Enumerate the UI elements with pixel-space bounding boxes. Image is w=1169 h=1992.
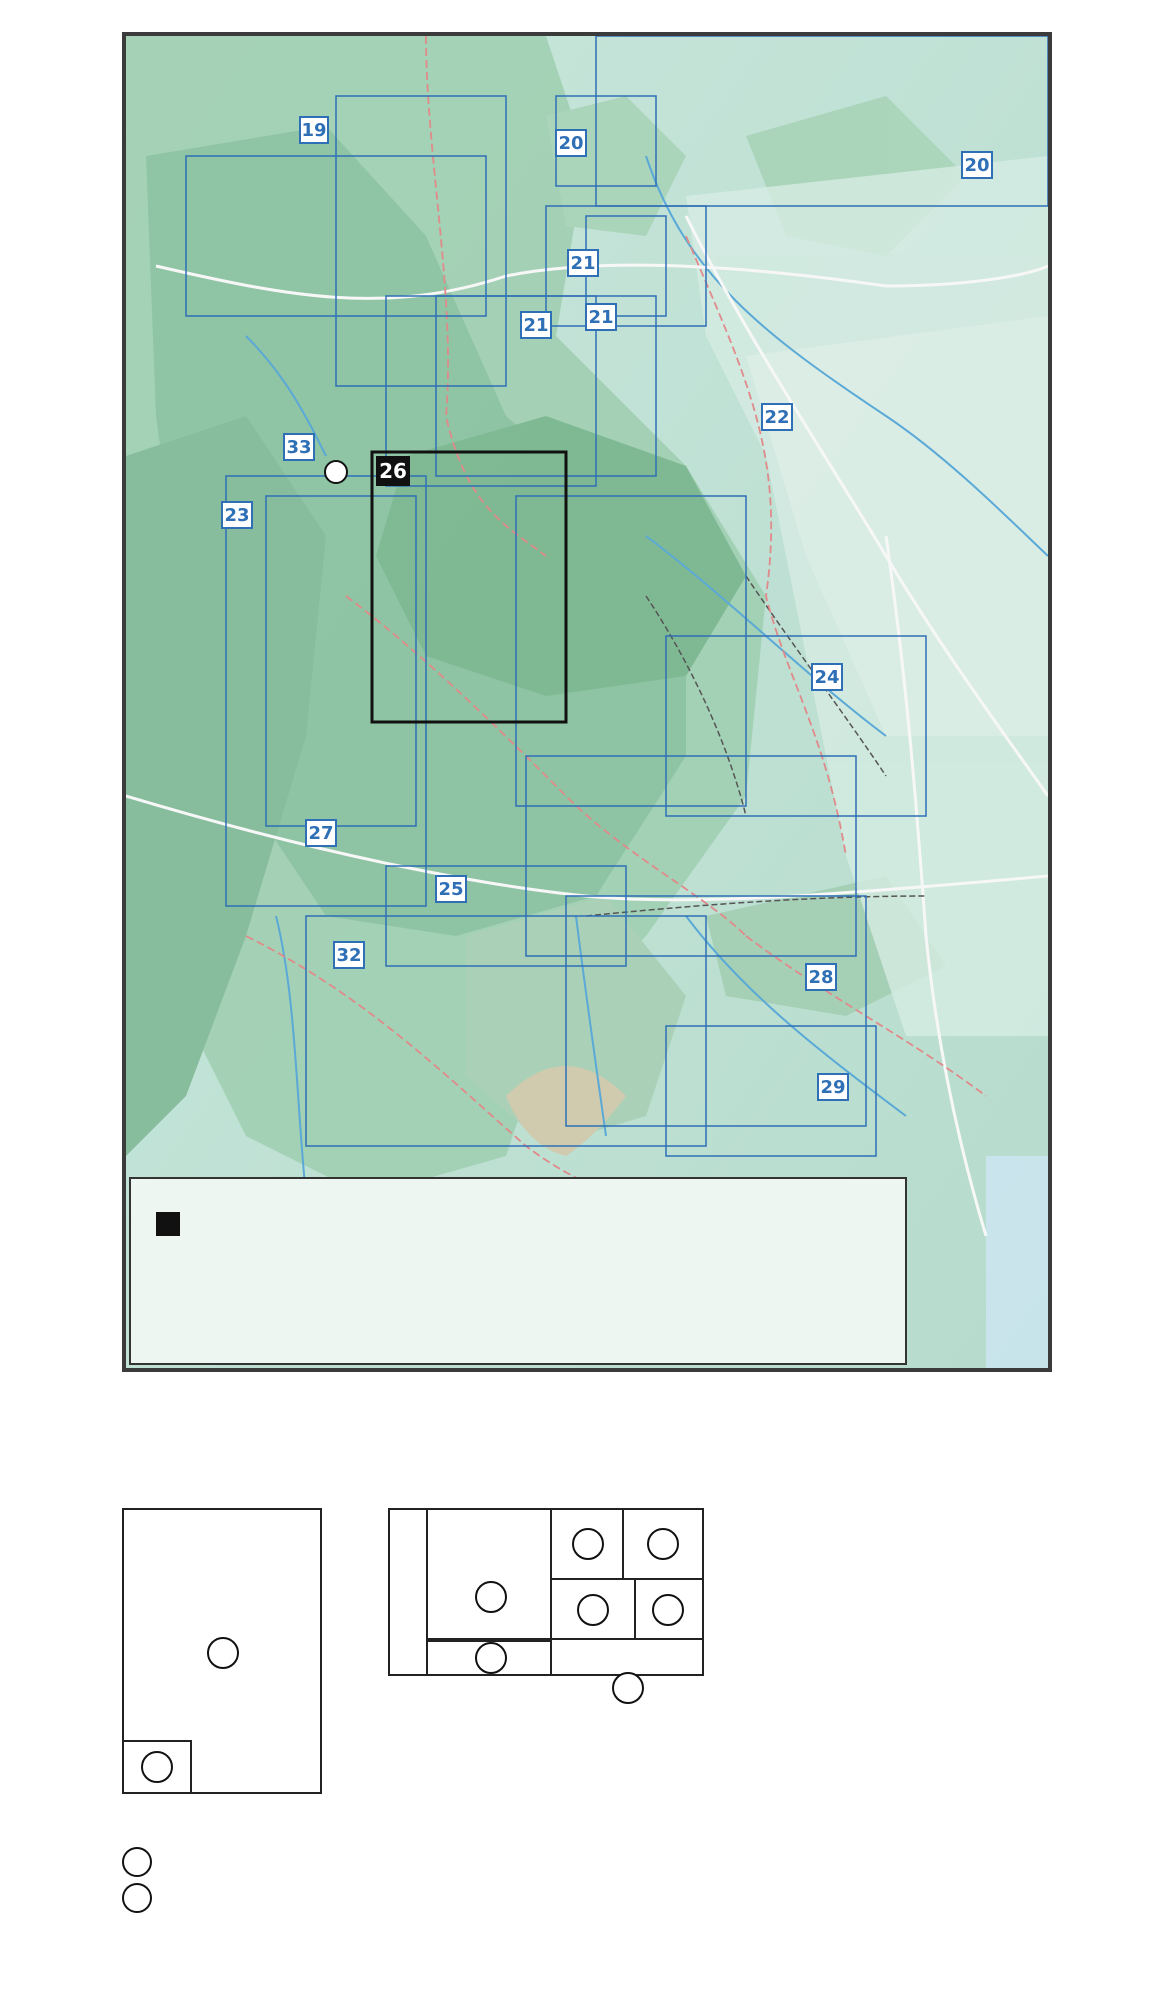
badge-26 bbox=[376, 456, 410, 486]
area-map bbox=[122, 32, 1052, 1372]
badge-20-a bbox=[556, 130, 586, 156]
badge-23 bbox=[222, 502, 252, 528]
map-canvas bbox=[126, 36, 1048, 1368]
front-entry-b bbox=[122, 1882, 154, 1916]
svg-text:20: 20 bbox=[964, 155, 990, 176]
back-label-i bbox=[612, 1672, 644, 1704]
front-entry-a bbox=[122, 1846, 154, 1880]
badge-21-a bbox=[568, 250, 598, 276]
back-label-f bbox=[647, 1528, 679, 1560]
svg-text:26: 26 bbox=[379, 459, 407, 483]
svg-text:21: 21 bbox=[523, 315, 549, 336]
svg-text:20: 20 bbox=[558, 133, 584, 154]
back-label-e bbox=[572, 1528, 604, 1560]
back-label-h bbox=[652, 1594, 684, 1626]
badge-33 bbox=[284, 434, 314, 460]
back-label-c bbox=[475, 1581, 507, 1613]
svg-text:27: 27 bbox=[308, 823, 334, 844]
svg-text:24: 24 bbox=[814, 667, 840, 688]
badge-19 bbox=[300, 117, 328, 143]
badge-19-text: 19 bbox=[301, 120, 327, 141]
badge-24 bbox=[812, 664, 842, 690]
back-label-d bbox=[475, 1642, 507, 1674]
inset-marker-a bbox=[325, 461, 347, 483]
svg-text:25: 25 bbox=[438, 879, 464, 900]
badge-28 bbox=[806, 964, 836, 990]
front-label-a bbox=[207, 1637, 239, 1669]
front-label-b bbox=[141, 1751, 173, 1783]
back-box-i bbox=[550, 1638, 704, 1676]
badge-32 bbox=[334, 942, 364, 968]
badge-25 bbox=[436, 876, 466, 902]
svg-text:21: 21 bbox=[588, 307, 614, 328]
badge-22 bbox=[762, 404, 792, 430]
svg-text:23: 23 bbox=[224, 505, 250, 526]
front-entry-b-mark bbox=[122, 1883, 152, 1913]
svg-text:21: 21 bbox=[570, 253, 596, 274]
badge-21-b bbox=[521, 312, 551, 338]
badge-27 bbox=[306, 820, 336, 846]
badge-20-b bbox=[962, 152, 992, 178]
map-legend bbox=[130, 1178, 906, 1364]
back-box-c bbox=[426, 1508, 552, 1640]
back-label-g bbox=[577, 1594, 609, 1626]
svg-text:29: 29 bbox=[820, 1077, 846, 1098]
badge-29 bbox=[818, 1074, 848, 1100]
svg-text:32: 32 bbox=[336, 945, 362, 966]
svg-text:28: 28 bbox=[808, 967, 834, 988]
svg-text:33: 33 bbox=[286, 437, 312, 458]
front-entry-a-mark bbox=[122, 1847, 152, 1877]
badge-21-c bbox=[586, 304, 616, 330]
svg-text:22: 22 bbox=[764, 407, 790, 428]
